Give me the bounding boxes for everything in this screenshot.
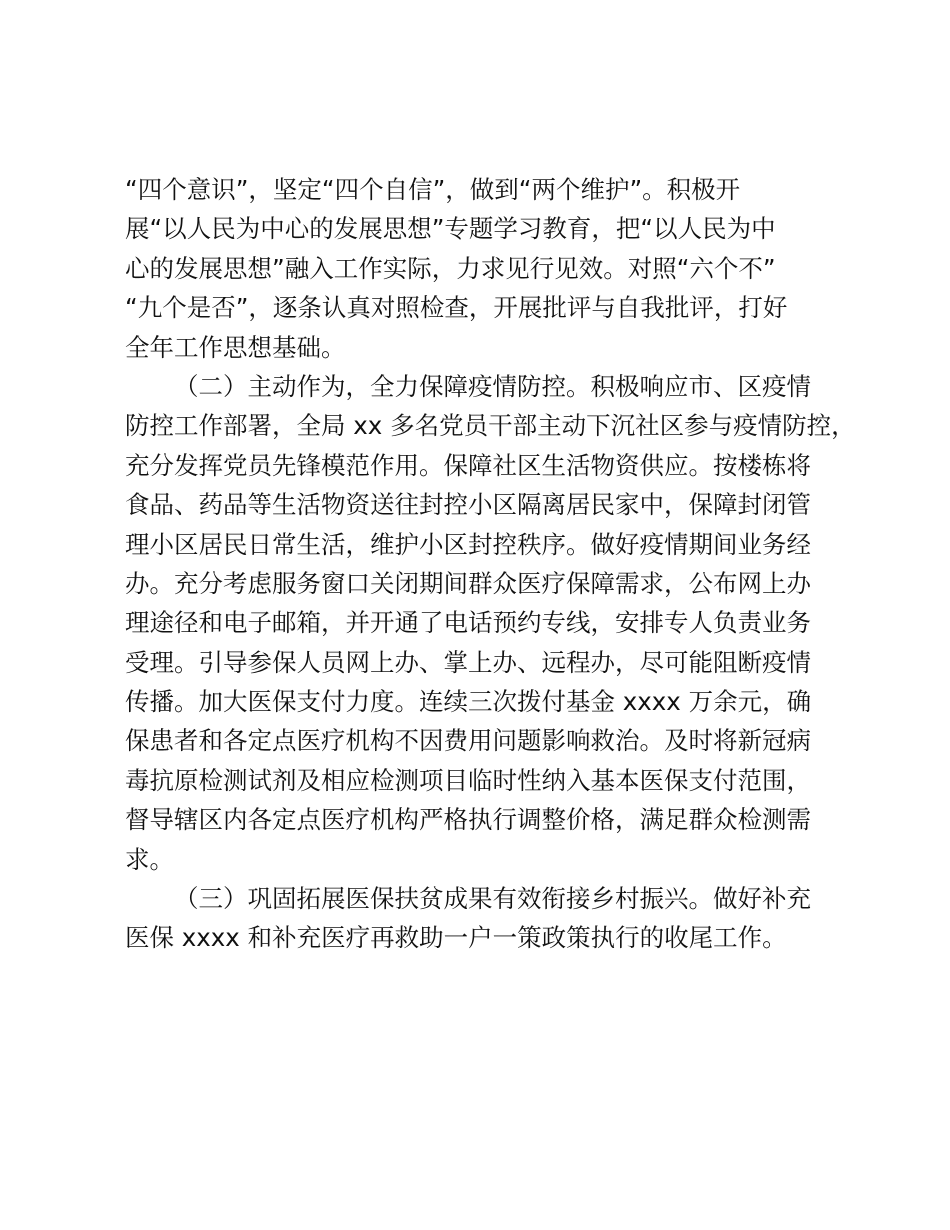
text-line: （二）主动作为，全力保障疫情防控。积极响应市、区疫情 <box>174 371 811 401</box>
text-line: “九个是否”，逐条认真对照检查，开展批评与自我批评，打好 <box>125 293 788 323</box>
text-line: 展“以人民为中心的发展思想”专题学习教育，把“以人民为中 <box>125 214 776 244</box>
paragraph-1 <box>125 170 855 367</box>
text-line: 督导辖区内各定点医疗机构严格执行调整价格，满足群众检测需 <box>125 805 811 835</box>
text-line: 办。充分考虑服务窗口关闭期间群众医疗保障需求，公布网上办 <box>125 568 811 598</box>
text-line: “四个意识”，坚定“四个自信”，做到“两个维护”。积极开 <box>125 175 741 204</box>
text-line: 全年工作思想基础。 <box>125 332 346 362</box>
text-line: 心的发展思想”融入工作实际，力求见行见效。对照“六个不” <box>125 253 776 283</box>
text-line: 理途径和电子邮箱，并开通了电话预约专线，安排专人负责业务 <box>125 608 811 638</box>
text-line: 保患者和各定点医疗机构不因费用问题影响救治。及时将新冠病 <box>125 726 811 756</box>
text-line: 求。 <box>125 844 174 874</box>
text-line: （三）巩固拓展医保扶贫成果有效衔接乡村振兴。做好补充 <box>174 884 811 914</box>
text-line: 理小区居民日常生活，维护小区封控秩序。做好疫情期间业务经 <box>125 529 811 559</box>
text-line: 食品、药品等生活物资送往封控小区隔离居民家中，保障封闭管 <box>125 490 811 520</box>
text-line: 医保 xxxx 和补充医疗再救助一户一策政策执行的收尾工作。 <box>125 923 787 953</box>
document-body <box>125 170 855 958</box>
text-line: 防控工作部署，全局 xx 多名党员干部主动下沉社区参与疫情防控， <box>125 411 856 441</box>
paragraph-2 <box>125 367 855 879</box>
text-line: 受理。引导参保人员网上办、掌上办、远程办，尽可能阻断疫情 <box>125 647 811 677</box>
paragraph-3 <box>125 879 855 958</box>
text-line: 充分发挥党员先锋模范作用。保障社区生活物资供应。按楼栋将 <box>125 450 811 480</box>
text-line: 毒抗原检测试剂及相应检测项目临时性纳入基本医保支付范围， <box>125 765 811 795</box>
text-line: 传播。加大医保支付力度。连续三次拨付基金 xxxx 万余元，确 <box>125 687 812 717</box>
